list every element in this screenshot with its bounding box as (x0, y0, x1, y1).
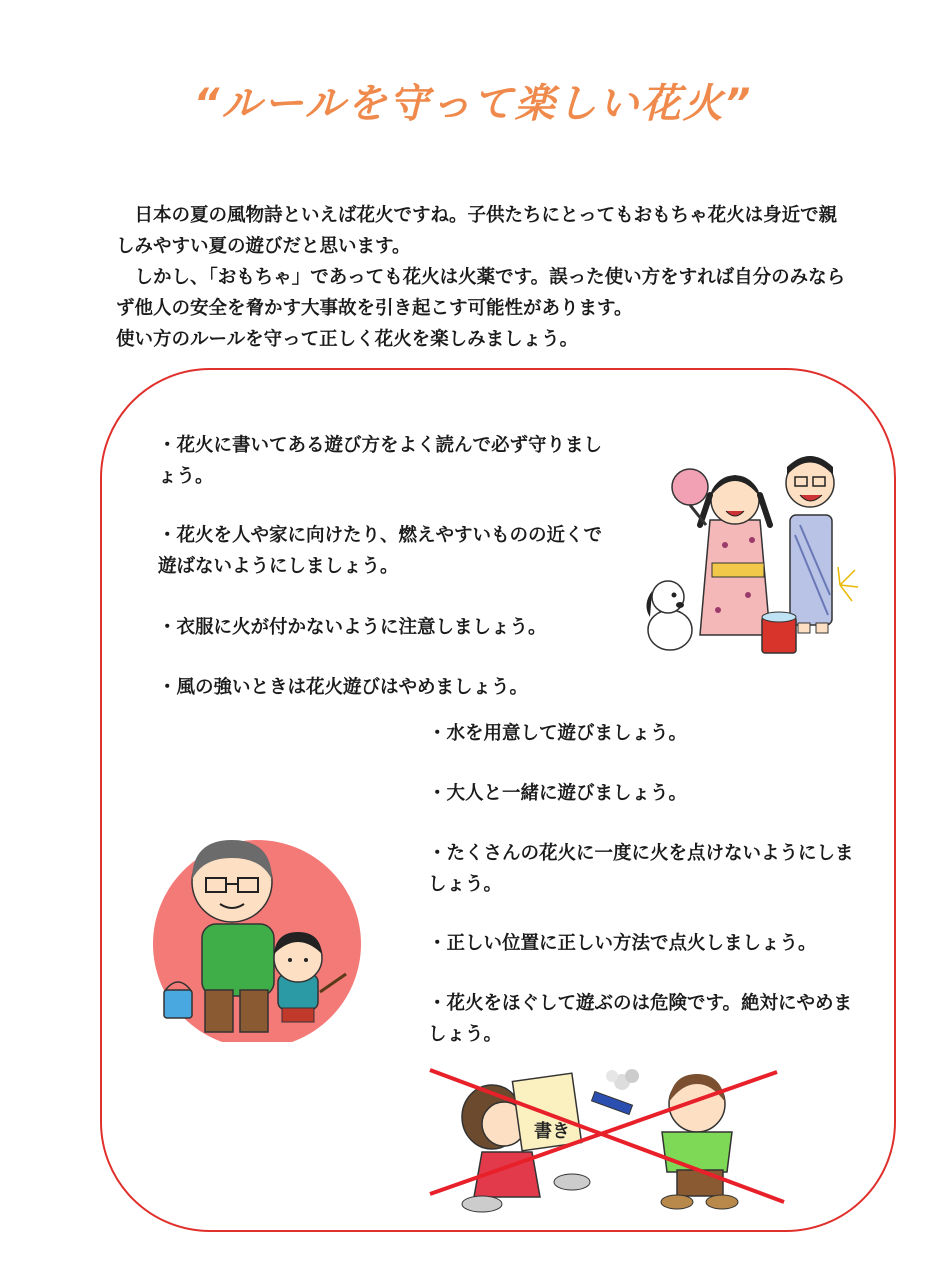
intro-paragraph-1: 日本の夏の風物詩といえば花火ですね。子供たちにとってもおもちゃ花火は身近で親しみやすい夏の遊びだと思います。 (116, 205, 838, 257)
rule-item: ・正しい位置に正しい方法で点火しましょう。 (428, 933, 817, 954)
paper-label: 書き (534, 1121, 570, 1142)
family-yukata-illustration (640, 445, 860, 665)
rule-item: ・花火に書いてある遊び方をよく読んで必ず守りましょう。 (158, 435, 603, 487)
rule-item: ・花火を人や家に向けたり、燃えやすいものの近くで遊ばないようにしましょう。 (158, 525, 603, 577)
rule-item: ・大人と一緒に遊びましょう。 (428, 783, 688, 804)
rule-item: ・衣服に火が付かないように注意しましょう。 (158, 617, 547, 638)
page-title: “ルールを守って楽しい花火” (193, 81, 753, 127)
rule-item: ・水を用意して遊びましょう。 (428, 723, 688, 744)
father-child-illustration (150, 832, 370, 1042)
rule-item: ・たくさんの花火に一度に火を点けないようにしましょう。 (428, 843, 854, 895)
intro-paragraph-3: 使い方のルールを守って正しく花火を楽しみましょう。 (116, 329, 579, 350)
rule-item: ・花火をほぐして遊ぶのは危険です。絶対にやめましょう。 (428, 993, 853, 1045)
rule-item: ・風の強いときは花火遊びはやめましょう。 (158, 677, 529, 698)
intro-text (116, 200, 846, 355)
intro-paragraph-2: しかし、「おもちゃ」であっても花火は火薬です。誤った使い方をすれば自分のみならず他人の安全を脅かす大事故を引き起こす可能性があります。 (116, 267, 846, 319)
dangerous-play-illustration (422, 1062, 792, 1222)
